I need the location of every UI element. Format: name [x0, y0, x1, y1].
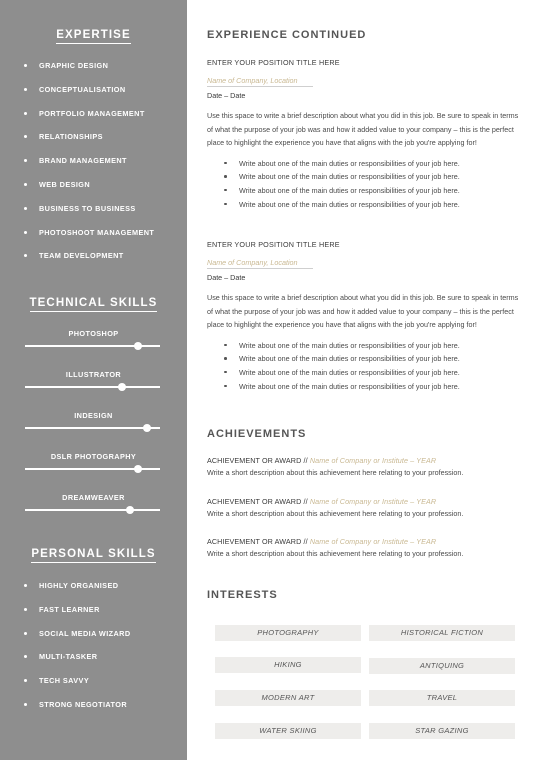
expertise-list	[0, 61, 187, 275]
position-title: ENTER YOUR POSITION TITLE HERE	[207, 240, 340, 249]
achievement-title-line	[207, 537, 519, 546]
list-item: FAST LEARNER	[0, 605, 187, 629]
skill-track	[25, 345, 160, 347]
personal-skills-list	[0, 581, 187, 724]
expertise-title: EXPERTISE	[56, 29, 130, 44]
duties-list	[207, 339, 519, 393]
achievement-separator: //	[303, 456, 308, 465]
skill-track	[25, 468, 160, 470]
company-name: Name of Company, Location	[207, 258, 313, 269]
sidebar	[0, 0, 187, 760]
interest-tag: TRAVEL	[369, 690, 515, 706]
achievement-description: Write a short description about this achievement here relating to your profession.	[207, 549, 464, 558]
technical-skills-heading	[0, 297, 187, 309]
skill-track	[25, 386, 160, 388]
job-entry	[207, 240, 519, 393]
list-item: TECH SAVVY	[0, 676, 187, 700]
achievement-institution: Name of Company or Institute – YEAR	[309, 456, 437, 465]
personal-skills-heading	[0, 548, 187, 560]
list-item: PHOTOSHOOT MANAGEMENT	[0, 228, 187, 252]
achievement-description: Write a short description about this achievement here relating to your profession.	[207, 509, 464, 518]
achievement-title: ACHIEVEMENT OR AWARD	[207, 456, 302, 465]
interests-heading: INTERESTS	[207, 589, 278, 601]
personal-skills-title: PERSONAL SKILLS	[31, 548, 155, 563]
list-item: MULTI-TASKER	[0, 652, 187, 676]
interest-tag: WATER SKIING	[215, 723, 361, 739]
technical-skills-title: TECHNICAL SKILLS	[30, 297, 158, 312]
skill-label: DSLR PHOTOGRAPHY	[50, 452, 137, 461]
list-item: RELATIONSHIPS	[0, 132, 187, 156]
skill-level-marker	[118, 383, 126, 391]
job-date: Date – Date	[207, 273, 246, 282]
list-item: Write about one of the main duties or responsibilities of your job here.	[207, 170, 519, 184]
skill-level-marker	[143, 424, 151, 432]
list-item: Write about one of the main duties or responsibilities of your job here.	[207, 366, 519, 380]
achievement-institution: Name of Company or Institute – YEAR	[309, 497, 437, 506]
achievements-heading: ACHIEVEMENTS	[207, 428, 307, 440]
list-item: Write about one of the main duties or responsibilities of your job here.	[207, 339, 519, 353]
list-item: HIGHLY ORGANISED	[0, 581, 187, 605]
achievement-entry	[207, 456, 519, 477]
skill-track	[25, 509, 160, 511]
skill-track	[25, 427, 160, 429]
achievement-title: ACHIEVEMENT OR AWARD	[207, 497, 302, 506]
list-item: Write about one of the main duties or responsibilities of your job here.	[207, 184, 519, 198]
experience-heading: EXPERIENCE CONTINUED	[207, 29, 367, 41]
list-item: Write about one of the main duties or responsibilities of your job here.	[207, 380, 519, 394]
position-title: ENTER YOUR POSITION TITLE HERE	[207, 58, 340, 67]
achievement-description: Write a short description about this achievement here relating to your profession.	[207, 468, 464, 477]
list-item: GRAPHIC DESIGN	[0, 61, 187, 85]
achievement-title-line	[207, 497, 519, 506]
list-item: Write about one of the main duties or responsibilities of your job here.	[207, 352, 519, 366]
interest-tag: PHOTOGRAPHY	[215, 625, 361, 641]
list-item: TEAM DEVELOPMENT	[0, 251, 187, 275]
job-entry	[207, 58, 519, 211]
skill-illustrator	[0, 370, 187, 411]
company-name: Name of Company, Location	[207, 76, 313, 87]
job-description: Use this space to write a brief description about what you did in this job. Be sure to speak in terms of what the purpose of your job was and how it added value to your company – this is the perfect place to highlight the experience you have that aligns with the job you're applying for!	[207, 111, 519, 148]
achievement-separator: //	[303, 537, 308, 546]
achievement-entry	[207, 537, 519, 558]
skill-label: INDESIGN	[74, 411, 113, 420]
skill-label: ILLUSTRATOR	[65, 370, 122, 379]
list-item: PORTFOLIO MANAGEMENT	[0, 109, 187, 133]
skill-level-marker	[134, 342, 142, 350]
expertise-heading	[0, 29, 187, 41]
list-item: Write about one of the main duties or responsibilities of your job here.	[207, 198, 519, 212]
interest-tag: HISTORICAL FICTION	[369, 625, 515, 641]
skill-dreamweaver	[0, 493, 187, 534]
skill-level-marker	[126, 506, 134, 514]
interest-tag: STAR GAZING	[369, 723, 515, 739]
skill-indesign	[0, 411, 187, 452]
achievement-institution: Name of Company or Institute – YEAR	[309, 537, 437, 546]
list-item: BUSINESS TO BUSINESS	[0, 204, 187, 228]
achievement-separator: //	[303, 497, 308, 506]
achievement-title-line	[207, 456, 519, 465]
interest-tag: ANTIQUING	[369, 658, 515, 674]
list-item: BRAND MANAGEMENT	[0, 156, 187, 180]
list-item: CONCEPTUALISATION	[0, 85, 187, 109]
skill-label: DREAMWEAVER	[62, 493, 125, 502]
skill-label: PHOTOSHOP	[68, 329, 119, 338]
interest-tag: HIKING	[215, 657, 361, 673]
technical-skills-list	[0, 329, 187, 534]
achievement-entry	[207, 497, 519, 518]
job-description: Use this space to write a brief description about what you did in this job. Be sure to speak in terms of what the purpose of your job was and how it added value to your company – this is the perfect place to highlight the experience you have that aligns with the job you're applying for!	[207, 293, 519, 330]
list-item: WEB DESIGN	[0, 180, 187, 204]
job-date: Date – Date	[207, 91, 246, 100]
achievement-title: ACHIEVEMENT OR AWARD	[207, 537, 302, 546]
list-item: Write about one of the main duties or responsibilities of your job here.	[207, 157, 519, 171]
interest-tag: MODERN ART	[215, 690, 361, 706]
duties-list	[207, 157, 519, 211]
skill-photoshop	[0, 329, 187, 370]
list-item: STRONG NEGOTIATOR	[0, 700, 187, 724]
skill-dslr-photography	[0, 452, 187, 493]
skill-level-marker	[134, 465, 142, 473]
list-item: SOCIAL MEDIA WIZARD	[0, 629, 187, 653]
